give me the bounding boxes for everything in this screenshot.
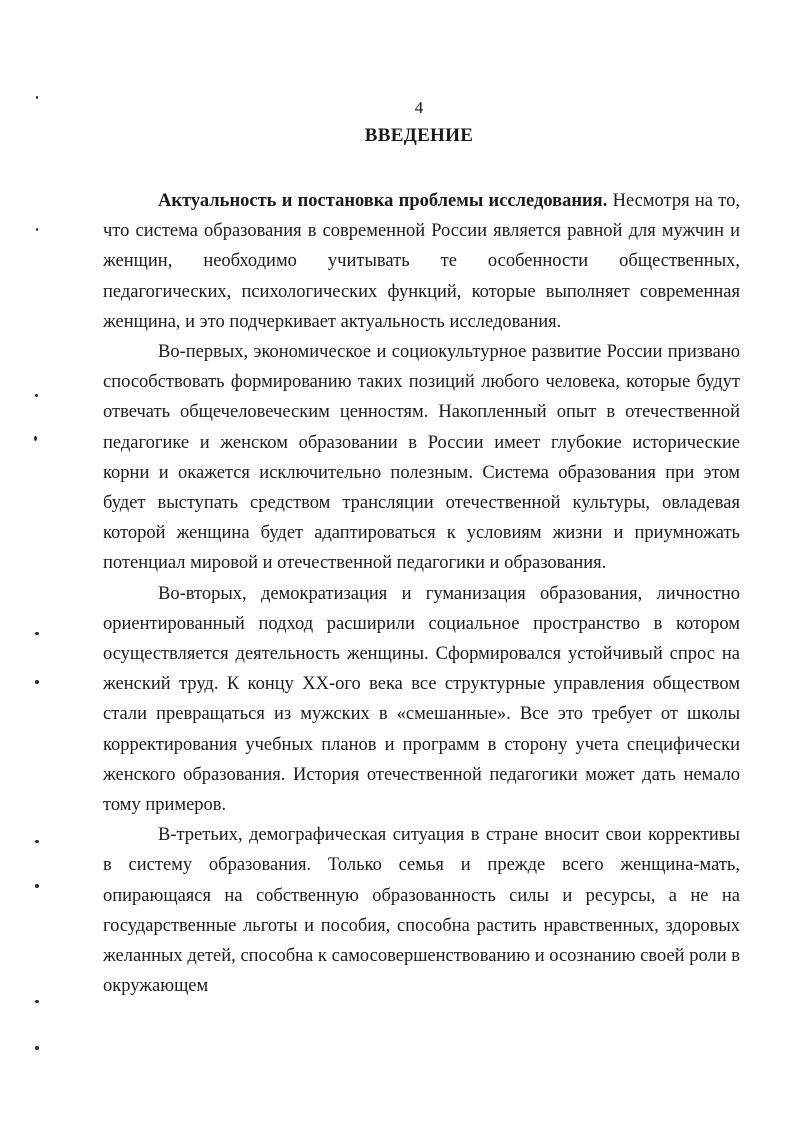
scan-speck: [34, 436, 37, 441]
scan-speck: [35, 1046, 39, 1050]
paragraph-3: [103, 579, 740, 821]
paragraph-3-text: Во-вторых, демократизация и гуманизация образования, личностно ориентированный подход расширили социальное пространство в котором осуществляется деятельность женщины. Сформировался устойчивый спрос на женский труд. К концу ХХ-ого века все структурные управления обществом стали превращаться из мужских в «смешанные». Все это требует от школы корректирования учебных планов и программ в сторону учета специфически женского образования. История отечественной педагогики может дать немало тому примеров.: [103, 583, 740, 816]
paragraph-4: [103, 820, 740, 1001]
paragraph-2-text: Во-первых, экономическое и социокультурное развитие России призвано способствовать формированию таких позиций любого человека, которые будут отвечать общечеловеческим ценностям. Накопленный опыт в отечественной педагогике и женском образовании в России имеет глубокие исторические корни и окажется исключительно полезным. Система образования при этом будет выступать средством трансляции отечественной культуры, овладевая которой женщина будет адаптироваться к условиям жизни и приумножать потенциал мировой и отечественной педагогики и образования.: [103, 342, 740, 574]
scan-speck: [35, 680, 39, 684]
scan-speck: [35, 884, 39, 888]
scan-speck: [36, 228, 38, 231]
paragraph-1-lead: Актуальность и постановка проблемы исследования.: [158, 191, 608, 211]
page-number: 4: [414, 98, 424, 117]
scan-speck: [36, 96, 38, 99]
scan-speck: [35, 632, 39, 635]
paragraph-4-text: В-третьих, демографическая ситуация в стране вносит свои коррективы в систему образования. Только семья и прежде всего женщина-мать, опирающаяся на собственную образованность силы и ресурсы, а не на государственные льготы и пособия, способна растить нравственных, здоровых желанных детей, способна к самосовершенствованию и осознанию своей роли в окружающем: [103, 825, 740, 997]
scan-speck: [35, 840, 39, 843]
paragraph-2: [103, 337, 740, 579]
paragraph-1-text: Несмотря на то, что система образования в современной России является равной для мужчин и женщин, необходимо учитывать те особенности общественных, педагогических, психологических функций, которые выполняет современная женщина, и это подчеркивает актуальность исследования.: [103, 191, 740, 332]
body-text: [103, 186, 740, 1001]
scan-speck: [35, 394, 38, 397]
paragraph-1: [103, 186, 740, 337]
section-heading: ВВЕДЕНИЕ: [364, 125, 474, 146]
scan-speck: [35, 1000, 39, 1003]
